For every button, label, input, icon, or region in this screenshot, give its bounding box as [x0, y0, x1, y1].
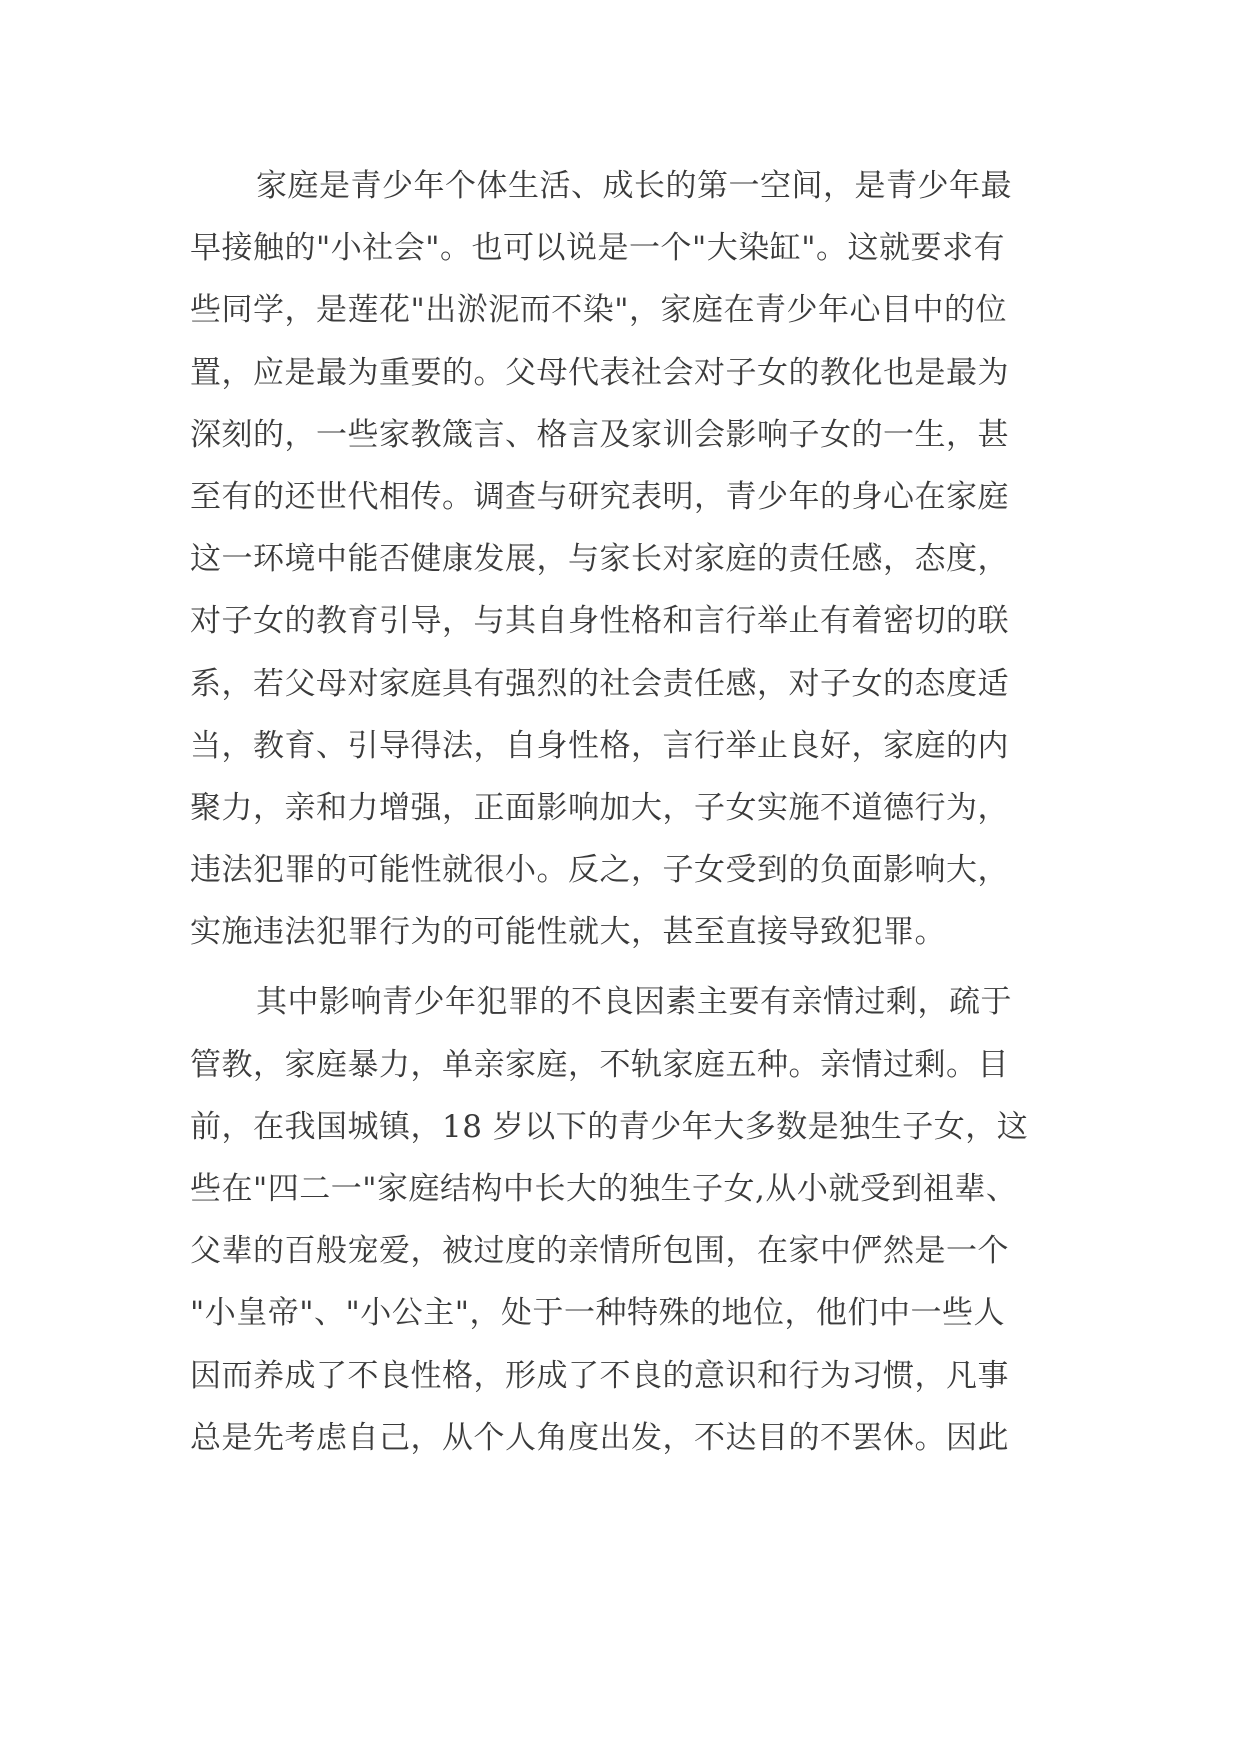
text-line: 系，若父母对家庭具有强烈的社会责任感，对子女的态度适: [190, 665, 1009, 702]
text-line: 父辈的百般宠爱，被过度的亲情所包围，在家中俨然是一个: [190, 1233, 1009, 1270]
text-line: 些同学，是莲花"出淤泥而不染"，家庭在青少年心目中的位: [190, 292, 1008, 329]
text-line: 因而养成了不良性格，形成了不良的意识和行为习惯，凡事: [190, 1357, 1009, 1394]
text-line: 前，在我国城镇，18 岁以下的青少年大多数是独生子女，这: [190, 1108, 1029, 1145]
document-body: [190, 155, 1065, 1469]
paragraph-spacer: [190, 963, 1065, 971]
text-line: 实施违法犯罪行为的可能性就大，甚至直接导致犯罪。: [190, 914, 946, 951]
paragraph-bad-factors: [190, 971, 1065, 1469]
text-line: 深刻的，一些家教箴言、格言及家训会影响子女的一生，甚: [190, 416, 1009, 453]
text-line: 置，应是最为重要的。父母代表社会对子女的教化也是最为: [190, 354, 1009, 391]
text-line: 其中影响青少年犯罪的不良因素主要有亲情过剩，疏于: [256, 984, 1012, 1021]
text-line: 早接触的"小社会"。也可以说是一个"大染缸"。这就要求有: [190, 230, 1006, 267]
text-line: 聚力，亲和力增强，正面影响加大，子女实施不道德行为，: [190, 789, 1009, 826]
text-line: 总是先考虑自己，从个人角度出发，不达目的不罢休。因此: [190, 1419, 1009, 1456]
text-line: 对子女的教育引导，与其自身性格和言行举止有着密切的联: [190, 603, 1009, 640]
text-line: 这一环境中能否健康发展，与家长对家庭的责任感，态度，: [190, 541, 1009, 578]
text-line: "小皇帝"、"小公主"，处于一种特殊的地位，他们中一些人: [190, 1295, 1006, 1332]
text-line: 家庭是青少年个体生活、成长的第一空间，是青少年最: [256, 168, 1012, 204]
text-line: 违法犯罪的可能性就很小。反之，子女受到的负面影响大，: [190, 852, 1009, 889]
text-line: 当，教育、引导得法，自身性格，言行举止良好，家庭的内: [190, 727, 1009, 764]
text-line: 些在"四二一"家庭结构中长大的独生子女,从小就受到祖辈、: [190, 1171, 1018, 1207]
paragraph-family-environment: [190, 155, 1065, 963]
text-line: 管教，家庭暴力，单亲家庭，不轨家庭五种。亲情过剩。目: [190, 1046, 1009, 1083]
text-line: 至有的还世代相传。调查与研究表明，青少年的身心在家庭: [190, 478, 1009, 515]
